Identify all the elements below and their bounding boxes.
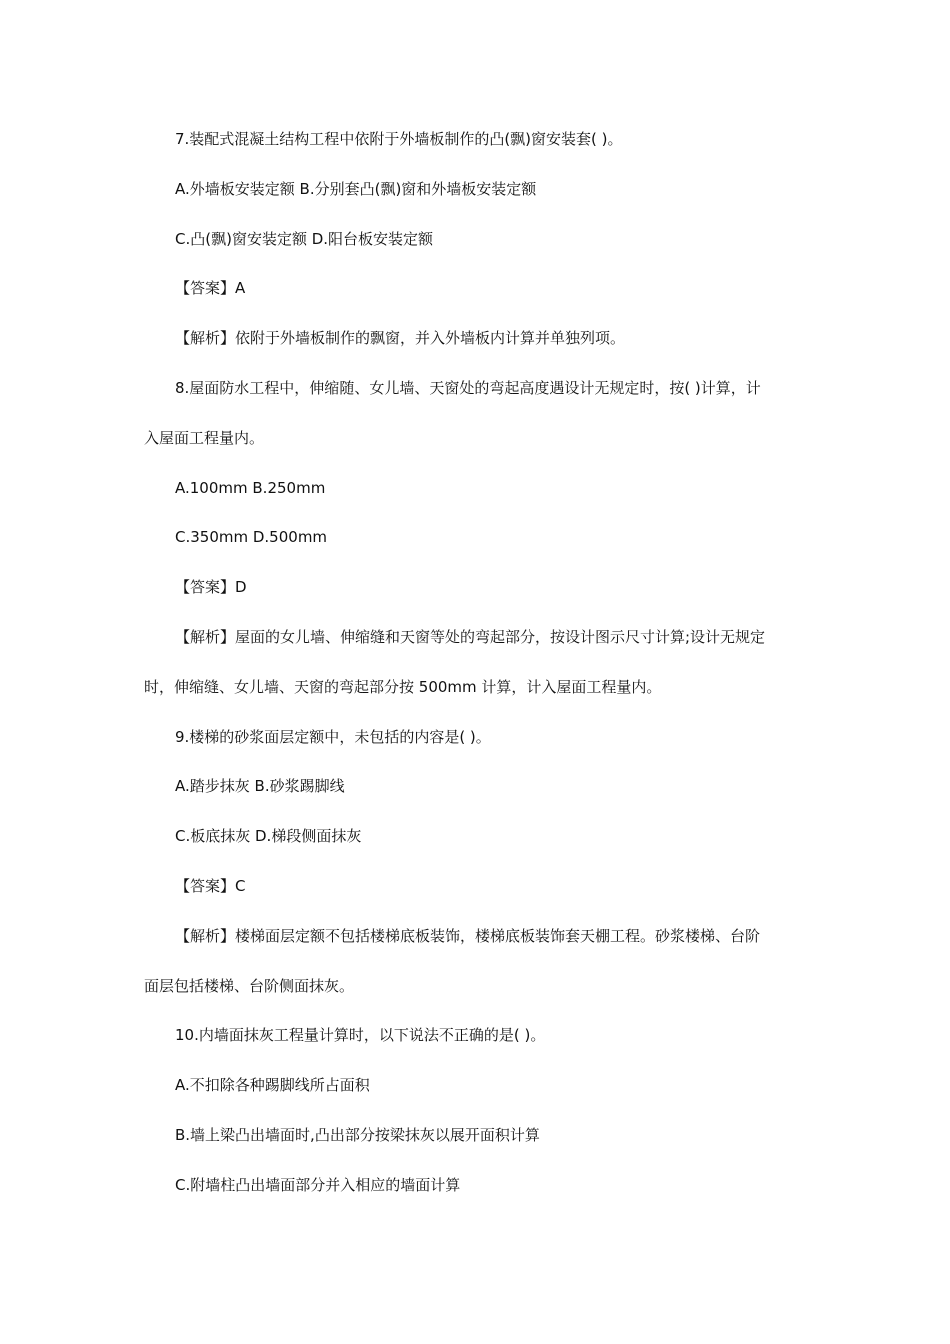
question-10-option-c: C.附墙柱凸出墙面部分并入相应的墙面计算 — [175, 1176, 461, 1194]
question-7-analysis: 【解析】依附于外墙板制作的飘窗，并入外墙板内计算并单独列项。 — [175, 329, 626, 347]
question-8-stem-line-1: 8.屋面防水工程中，伸缩随、女儿墙、天窗处的弯起高度遇设计无规定时，按( )计算，计 — [175, 379, 761, 397]
question-9-analysis-line-2: 面层包括楼梯、台阶侧面抹灰。 — [144, 977, 355, 995]
question-7-options-ab: A.外墙板安装定额 B.分别套凸(飘)窗和外墙板安装定额 — [175, 180, 537, 198]
question-8-answer: 【答案】D — [175, 578, 247, 596]
question-8-stem-line-2: 入屋面工程量内。 — [144, 429, 265, 447]
question-10-stem: 10.内墙面抹灰工程量计算时，以下说法不正确的是( )。 — [175, 1026, 546, 1044]
question-9-stem: 9.楼梯的砂浆面层定额中，未包括的内容是( )。 — [175, 728, 491, 746]
question-8-analysis-line-1: 【解析】屋面的女儿墙、伸缩缝和天窗等处的弯起部分，按设计图示尺寸计算;设计无规定 — [175, 628, 766, 646]
question-8-analysis-line-2: 时，伸缩缝、女儿墙、天窗的弯起部分按 500mm 计算，计入屋面工程量内。 — [144, 678, 662, 696]
question-8-options-ab: A.100mm B.250mm — [175, 479, 326, 497]
question-9-options-cd: C.板底抹灰 D.梯段侧面抹灰 — [175, 827, 362, 845]
question-9-options-ab: A.踏步抹灰 B.砂浆踢脚线 — [175, 777, 345, 795]
question-8-options-cd: C.350mm D.500mm — [175, 528, 328, 546]
question-9-analysis-line-1: 【解析】楼梯面层定额不包括楼梯底板装饰，楼梯底板装饰套天棚工程。砂浆楼梯、台阶 — [175, 927, 761, 945]
question-7-stem: 7.装配式混凝土结构工程中依附于外墙板制作的凸(飘)窗安装套( )。 — [175, 130, 623, 148]
question-10-option-a: A.不扣除各种踢脚线所占面积 — [175, 1076, 370, 1094]
question-7-options-cd: C.凸(飘)窗安装定额 D.阳台板安装定额 — [175, 230, 434, 248]
question-9-answer: 【答案】C — [175, 877, 246, 895]
question-10-option-b: B.墙上梁凸出墙面时,凸出部分按梁抹灰以展开面积计算 — [175, 1126, 540, 1144]
question-7-answer: 【答案】A — [175, 279, 246, 297]
